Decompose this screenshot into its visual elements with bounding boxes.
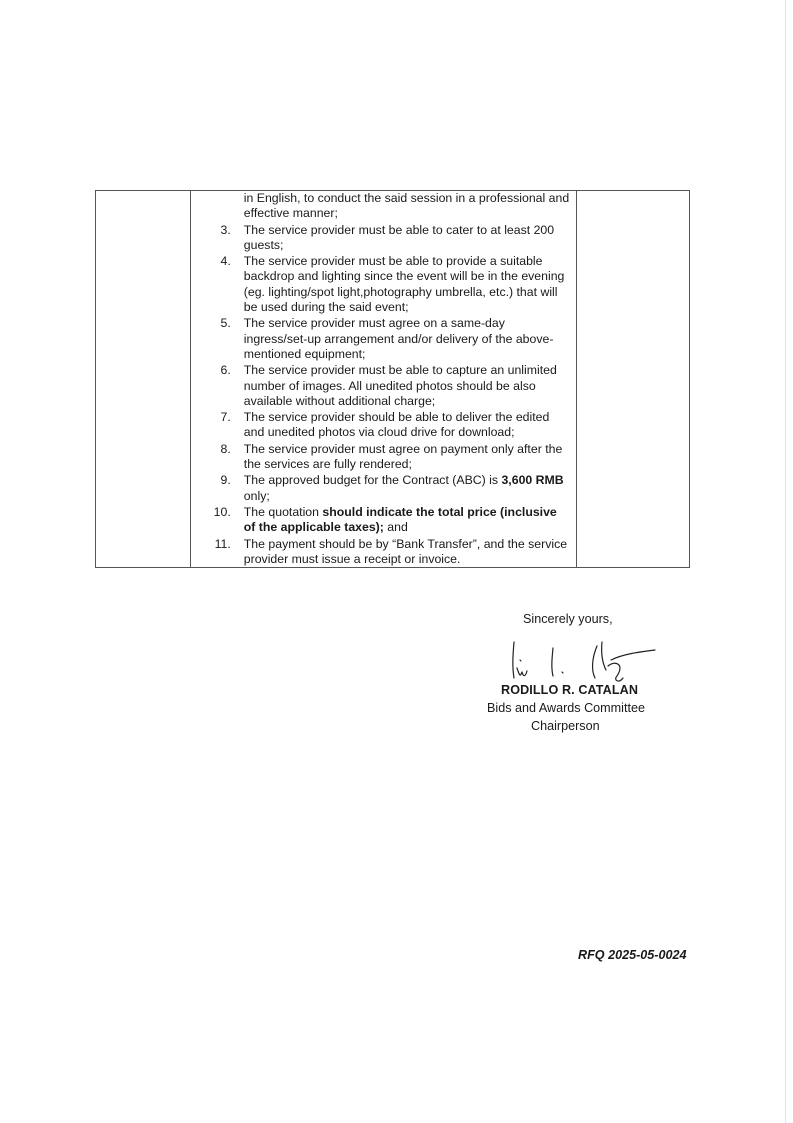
list-item-number: 4. [220,254,231,269]
list-item-quotation [191,505,570,536]
list-item-number: 6. [220,363,231,378]
list-item-text [244,473,564,502]
list-item [191,537,570,568]
list-item-number: 9. [220,473,231,488]
list-item-text: The service provider must be able to capture an unlimited number of images. All unedited photos should be also available without additional charge; [243,363,557,408]
list-item-text: The service provider must be able to provide a suitable backdrop and lighting since the event will be in the evening (eg. lighting/spot light,photography umbrella, etc.) that will be used during the said event; [243,254,565,315]
list-item-number: 8. [220,441,231,456]
list-item-text [244,505,557,534]
page-edge-line [785,0,786,1123]
requirements-list [191,191,576,567]
list-item-text: The service provider must agree on a same-day ingress/set-up arrangement and/or delivery of the above-mentioned equipment; [243,316,554,361]
list-item [191,442,570,473]
list-item-number: 7. [220,410,231,425]
list-item-text: The service provider must be able to cater to at least 200 guests; [243,222,555,252]
document-reference-number: RFQ 2025-05-0024 [578,948,687,962]
list-item [191,363,570,409]
budget-text-post: only; [243,488,270,503]
list-item-text: The service provider must agree on payment only after the the services are fully rendered; [243,441,563,472]
signatory-name: RODILLO R. CATALAN [501,683,639,697]
list-item-continuation [191,191,570,222]
list-item-text: The service provider should be able to deliver the edited and unedited photos via cloud drive for download; [243,410,550,440]
table-cell-empty-left [96,191,191,568]
list-item-number: 11. [214,536,231,551]
list-item [191,254,570,315]
signatory-position: Chairperson [531,719,600,733]
quotation-text-post: and [383,520,408,535]
list-item [191,223,570,254]
list-item [191,410,570,441]
list-item-budget [191,473,570,504]
table-cell-empty-right [577,191,690,568]
list-item-text: The payment should be by “Bank Transfer”, and the service provider must issue a receipt or invoice. [243,536,568,566]
list-item [191,316,570,362]
signatory-title: Bids and Awards Committee [487,701,645,715]
budget-text-pre: The approved budget for the Contract (ABC) is [243,473,502,488]
table-cell-specifications [190,191,576,568]
list-item-number: 3. [220,222,231,237]
requirements-table [95,190,690,568]
list-item-text: in English, to conduct the said session in a professional and effective manner; [243,191,570,221]
quotation-emphasis: should indicate the total price (inclusive of the applicable taxes); [243,504,557,535]
budget-amount: 3,600 RMB [501,473,564,488]
quotation-text-pre: The quotation [243,504,323,519]
closing-salutation: Sincerely yours, [523,612,613,626]
list-item-number: 10. [213,504,231,519]
list-item-number: 5. [220,316,231,331]
table-row [96,191,690,568]
